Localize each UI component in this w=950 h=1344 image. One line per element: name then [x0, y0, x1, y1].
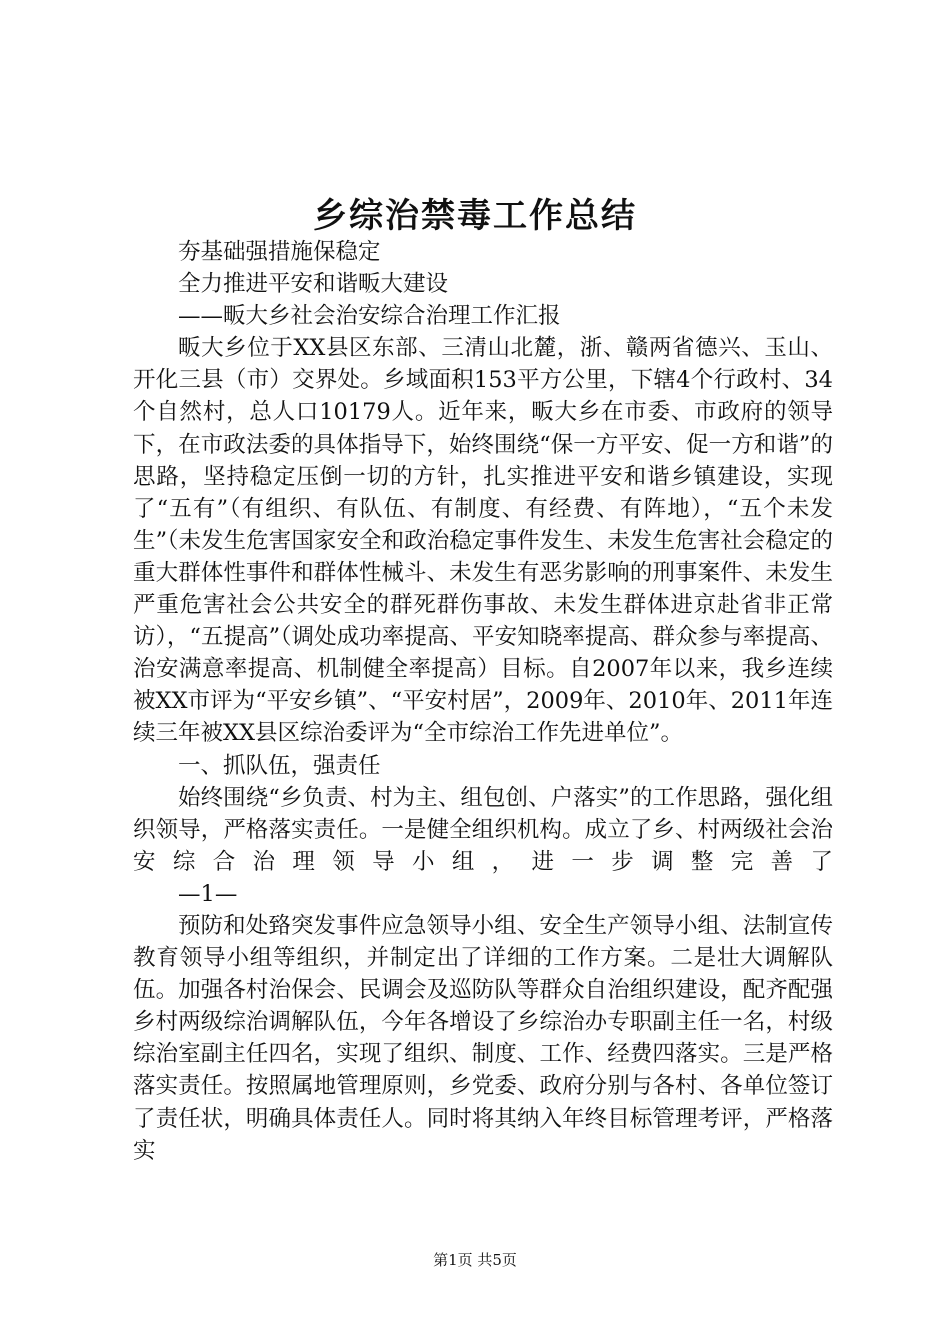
page-marker: —1—	[178, 880, 238, 907]
document-title: 乡综治禁毒工作总结	[313, 196, 637, 236]
section-1-heading: 一、抓队伍，强责任	[178, 752, 381, 779]
section-1-paragraph-part1: 始终围绕“乡负责、村为主、组包创、户落实”的工作思路，强化组织领导，严格落实责任。一是健全组织机构。成立了乡、村两级社会治安综合治理领导小组，进一步调整完善了	[133, 784, 833, 875]
page-footer: 第1页 共5页	[433, 1251, 517, 1269]
heading-line-2: 全力推进平安和谐畈大建设	[178, 271, 449, 298]
intro-paragraph: 畈大乡位于XX县区东部、三清山北麓，浙、赣两省德兴、玉山、开化三县（市）交界处。乡域面积153平方公里，下辖4个行政村、34个自然村，总人口10179人。近年来，畈大乡在市委、市政府的领导下，在市政法委的具体指导下，始终围绕“保一方平安、促一方和谐”的思路，坚持稳定压倒一切的方针，扎实推进平安和谐乡镇建设，实现了“五有”（有组织、有队伍、有制度、有经费、有阵地），“五个未发生”（未发生危害国家安全和政治稳定事件发生、未发生危害社会稳定的重大群体性事件和群体性械斗、未发生有恶劣影响的刑事案件、未发生严重危害社会公共安全的群死群伤事故、未发生群体进京赴省非正常访），“五提高”（调处成功率提高、平安知晓率提高、群众参与率提高、治安满意率提高、机制健全率提高）目标。自2007年以来，我乡连续被XX市评为“平安乡镇”、“平安村居”，2009年、2010年、2011年连续三年被XX县区综治委评为“全市综治工作先进单位”。	[133, 335, 833, 747]
document-body	[133, 236, 833, 1167]
heading-line-3: ——畈大乡社会治安综合治理工作汇报	[178, 303, 561, 330]
section-1-paragraph-part2: 预防和处臵突发事件应急领导小组、安全生产领导小组、法制宣传教育领导小组等组织，并制定出了详细的工作方案。二是壮大调解队伍。加强各村治保会、民调会及巡防队等群众自治组织建设，配齐配强乡村两级综治调解队伍，今年各增设了乡综治办专职副主任一名，村级综治室副主任四名，实现了组织、制度、工作、经费四落实。三是严格落实责任。按照属地管理原则，乡党委、政府分别与各村、各单位签订了责任状，明确具体责任人。同时将其纳入年终目标管理考评，严格落实	[133, 912, 833, 1164]
heading-line-1: 夯基础强措施保稳定	[178, 239, 381, 265]
